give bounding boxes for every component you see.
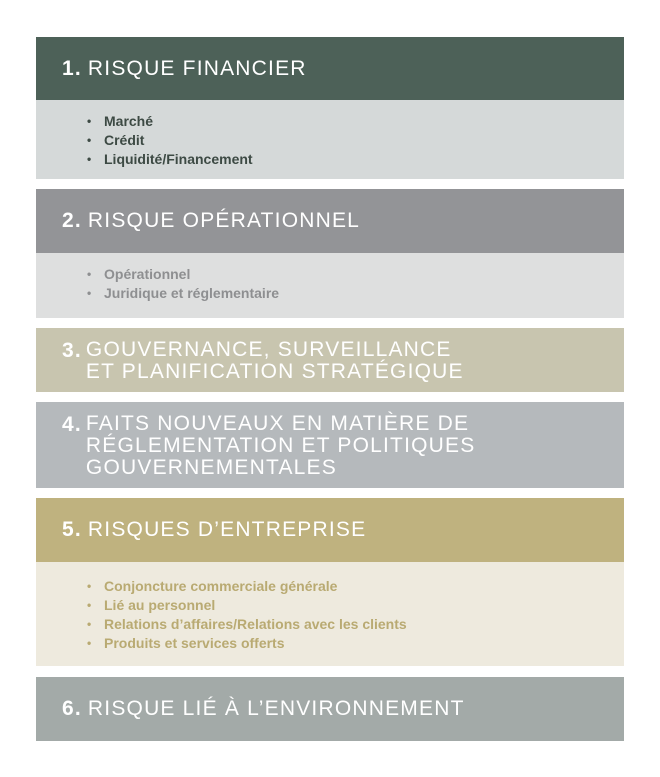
category-items xyxy=(36,562,624,666)
category-items xyxy=(36,253,624,318)
risk-category-regulatory xyxy=(36,402,624,488)
category-title-line: GOUVERNEMENTALES xyxy=(85,456,337,479)
category-number: 5. xyxy=(62,518,82,541)
category-header xyxy=(36,37,624,100)
category-number: 1. xyxy=(62,56,82,80)
list-item: • Lié au personnel xyxy=(104,596,624,615)
category-title: RISQUES D’ENTREPRISE xyxy=(87,518,367,541)
risk-category-governance xyxy=(36,328,624,392)
category-number: 4. xyxy=(62,413,82,436)
list-item: • Produits et services offerts xyxy=(104,634,624,653)
category-title: RISQUE OPÉRATIONNEL xyxy=(87,209,361,232)
category-number: 2. xyxy=(62,209,82,232)
list-item: • Relations d’affaires/Relations avec les clients xyxy=(104,615,624,634)
list-item: • Marché xyxy=(104,112,624,131)
category-title: RISQUE LIÉ À L’ENVIRONNEMENT xyxy=(87,697,465,720)
category-title-line: GOUVERNANCE, SURVEILLANCE xyxy=(85,338,452,361)
category-title: RISQUE FINANCIER xyxy=(87,56,307,80)
category-title-line: FAITS NOUVEAUX EN MATIÈRE DE xyxy=(85,412,470,435)
list-item: • Crédit xyxy=(104,131,624,150)
risk-category-financial xyxy=(36,37,624,179)
category-title-line: ET PLANIFICATION STRATÉGIQUE xyxy=(85,360,464,383)
risk-category-environmental xyxy=(36,677,624,741)
risk-category-operational xyxy=(36,189,624,318)
risk-category-business xyxy=(36,498,624,666)
list-item: • Liquidité/Financement xyxy=(104,150,624,169)
list-item: • Opérationnel xyxy=(104,265,624,284)
category-header xyxy=(36,328,624,392)
category-header xyxy=(36,402,624,488)
list-item: • Conjoncture commerciale générale xyxy=(104,577,624,596)
category-header xyxy=(36,677,624,741)
category-header xyxy=(36,189,624,253)
category-items xyxy=(36,100,624,179)
list-item: • Juridique et réglementaire xyxy=(104,284,624,303)
category-number: 6. xyxy=(62,697,82,720)
category-header xyxy=(36,498,624,562)
category-title-line: RÉGLEMENTATION ET POLITIQUES xyxy=(85,434,476,457)
category-number: 3. xyxy=(62,339,82,362)
